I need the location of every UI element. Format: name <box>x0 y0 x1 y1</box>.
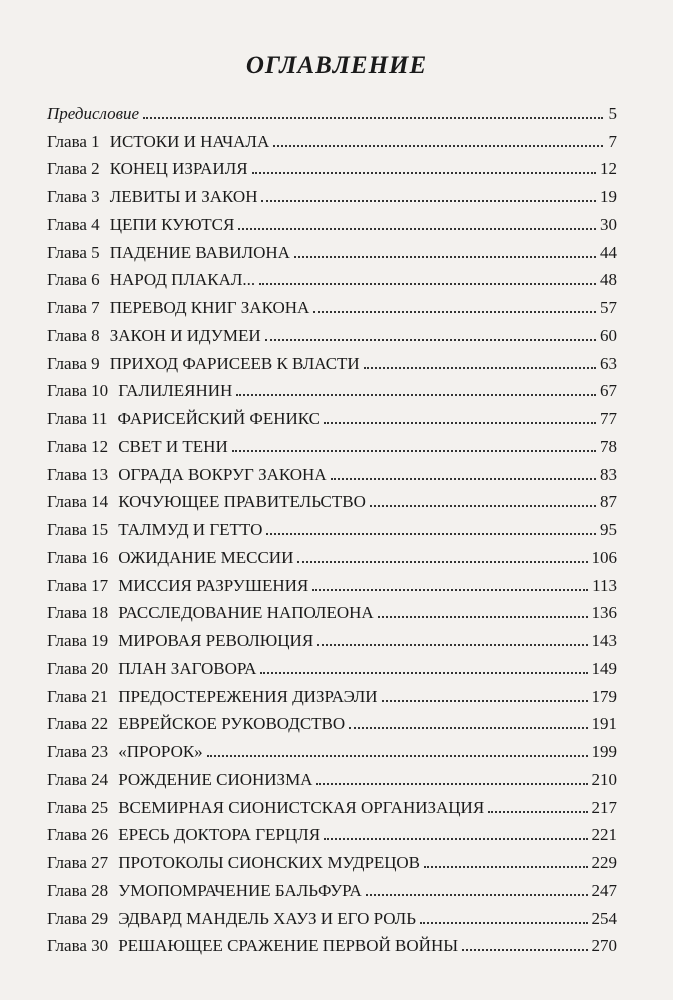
toc-entry[interactable] <box>47 790 617 818</box>
toc-entry[interactable] <box>47 346 617 374</box>
toc-entry[interactable] <box>47 512 617 540</box>
toc-entry-heading <box>47 492 366 512</box>
chapter-label: Глава 27 <box>47 853 109 872</box>
chapter-title: ЛЕВИТЫ И ЗАКОН <box>109 187 258 206</box>
dot-leader <box>252 172 596 174</box>
dot-leader <box>259 283 596 285</box>
dot-leader <box>261 200 596 202</box>
chapter-label: Глава 16 <box>47 547 109 567</box>
toc-entry-heading <box>47 548 293 568</box>
toc-entry-heading <box>47 215 234 235</box>
chapter-label: Глава 28 <box>47 880 109 900</box>
chapter-title: РЕШАЮЩЕЕ СРАЖЕНИЕ ПЕРВОЙ ВОЙНЫ <box>118 936 459 956</box>
chapter-title: ЗАКОН И ИДУМЕИ <box>109 325 261 345</box>
dot-leader <box>364 367 596 369</box>
toc-entry[interactable] <box>47 374 617 402</box>
toc-entry-heading <box>47 770 312 790</box>
toc-entry[interactable] <box>47 207 617 235</box>
chapter-label: Глава 26 <box>47 825 109 845</box>
dot-leader <box>232 450 596 452</box>
toc-entry[interactable] <box>47 873 617 901</box>
dot-leader <box>143 117 603 119</box>
dot-leader <box>324 838 587 840</box>
dot-leader <box>265 339 596 341</box>
chapter-title: НАРОД ПЛАКАЛ... <box>109 270 256 290</box>
toc-entry[interactable] <box>47 401 617 429</box>
dot-leader <box>366 894 588 896</box>
chapter-label: Глава 5 <box>47 242 100 262</box>
dot-leader <box>370 505 596 507</box>
toc-entry-heading <box>47 409 320 429</box>
toc-entry-heading <box>47 936 458 956</box>
toc-entry[interactable] <box>47 429 617 457</box>
chapter-title: МИРОВАЯ РЕВОЛЮЦИЯ <box>118 631 314 650</box>
toc-entry-heading <box>47 437 228 457</box>
toc-entry[interactable] <box>47 179 617 207</box>
toc-entry[interactable] <box>47 235 617 263</box>
toc-entry[interactable] <box>47 845 617 873</box>
chapter-label: Глава 14 <box>47 492 109 512</box>
chapter-label: Глава 21 <box>47 686 109 706</box>
chapter-title: РАССЛЕДОВАНИЕ НАПОЛЕОНА <box>118 603 374 623</box>
page-number: 254 <box>591 908 617 928</box>
dot-leader <box>236 394 596 396</box>
chapter-label: Глава 8 <box>47 325 100 345</box>
chapter-label: Глава 18 <box>47 603 109 623</box>
toc-entry-heading <box>47 187 257 207</box>
chapter-label: Глава 7 <box>47 298 100 317</box>
dot-leader <box>207 755 588 757</box>
chapter-label: Глава 12 <box>47 436 109 456</box>
page-number: 221 <box>591 825 617 845</box>
chapter-label: Глава 25 <box>47 797 109 817</box>
page-number: 247 <box>591 880 617 900</box>
chapter-title: ТАЛМУД И ГЕТТО <box>118 520 263 539</box>
dot-leader <box>238 228 596 230</box>
page-number: 19 <box>600 187 617 206</box>
chapter-title: КОЧУЮЩЕЕ ПРАВИТЕЛЬСТВО <box>118 492 366 512</box>
toc-entry[interactable] <box>47 596 617 624</box>
chapter-label: Глава 13 <box>47 464 109 484</box>
chapter-label: Глава 15 <box>47 520 109 539</box>
dot-leader <box>316 783 587 785</box>
table-of-contents <box>47 96 617 956</box>
toc-entry[interactable] <box>47 929 617 957</box>
chapter-title: ЕВРЕЙСКОЕ РУКОВОДСТВО <box>118 714 346 734</box>
page-number: 63 <box>600 353 617 373</box>
page-number: 113 <box>592 575 617 595</box>
toc-entry-heading <box>47 520 262 540</box>
chapter-label: Глава 20 <box>47 658 109 678</box>
chapter-title: «ПРОРОК» <box>118 742 203 761</box>
chapter-title: МИССИЯ РАЗРУШЕНИЯ <box>118 575 309 595</box>
chapter-title: ЦЕПИ КУЮТСЯ <box>109 214 235 234</box>
toc-entry-heading <box>47 798 484 818</box>
toc-entry[interactable] <box>47 623 617 651</box>
toc-entry-heading <box>47 465 327 485</box>
chapter-title: Предисловие <box>47 103 140 123</box>
dot-leader <box>297 561 587 563</box>
toc-entry[interactable] <box>47 290 617 318</box>
dot-leader <box>260 672 587 674</box>
toc-entry[interactable] <box>47 152 617 180</box>
dot-leader <box>349 727 587 729</box>
page-number: 210 <box>591 769 617 789</box>
page-number: 136 <box>591 603 617 623</box>
toc-entry-heading <box>47 298 309 318</box>
page-number: 7 <box>608 131 617 151</box>
page-number: 199 <box>591 742 617 761</box>
dot-leader <box>273 145 603 147</box>
toc-entry-heading <box>47 687 378 707</box>
toc-entry-heading <box>47 270 255 290</box>
chapter-label: Глава 1 <box>47 131 100 151</box>
page-number: 48 <box>600 270 617 290</box>
chapter-label: Глава 9 <box>47 353 100 373</box>
chapter-title: ИСТОКИ И НАЧАЛА <box>109 131 270 151</box>
page-number: 57 <box>600 298 617 317</box>
dot-leader <box>488 811 587 813</box>
page-number: 179 <box>591 686 617 706</box>
toc-entry-heading <box>47 825 320 845</box>
chapter-label: Глава 3 <box>47 187 100 206</box>
toc-entry[interactable] <box>47 818 617 846</box>
toc-entry-heading <box>47 603 374 623</box>
chapter-label: Глава 30 <box>47 936 109 956</box>
chapter-title: ВСЕМИРНАЯ СИОНИСТСКАЯ ОРГАНИЗАЦИЯ <box>118 797 485 817</box>
page-number: 217 <box>591 797 617 817</box>
chapter-label: Глава 29 <box>47 908 109 928</box>
page-number: 95 <box>600 520 617 539</box>
toc-entry[interactable] <box>47 651 617 679</box>
page-number: 83 <box>600 464 617 484</box>
toc-entry-heading <box>47 853 420 873</box>
dot-leader <box>462 949 587 951</box>
toc-entry[interactable] <box>47 485 617 513</box>
toc-entry[interactable] <box>47 901 617 929</box>
toc-entry[interactable] <box>47 457 617 485</box>
page-number: 149 <box>591 658 617 678</box>
page-number: 30 <box>600 214 617 234</box>
toc-entry[interactable] <box>47 318 617 346</box>
toc-entry-heading <box>47 132 269 152</box>
toc-entry-heading <box>47 243 290 263</box>
toc-entry-heading <box>47 742 203 762</box>
chapter-label: Глава 10 <box>47 381 109 401</box>
chapter-title: СВЕТ И ТЕНИ <box>118 436 228 456</box>
page-number: 143 <box>591 631 617 650</box>
chapter-title: ЭДВАРД МАНДЕЛЬ ХАУЗ И ЕГО РОЛЬ <box>118 908 416 928</box>
dot-leader <box>317 644 587 646</box>
chapter-title: ПЕРЕВОД КНИГ ЗАКОНА <box>109 298 310 317</box>
chapter-label: Глава 19 <box>47 631 109 650</box>
page-number: 77 <box>600 409 617 428</box>
chapter-label: Глава 24 <box>47 769 109 789</box>
page-number: 60 <box>600 325 617 345</box>
dot-leader <box>382 700 588 702</box>
page-number: 12 <box>600 159 617 179</box>
dot-leader <box>294 256 596 258</box>
toc-entry-heading <box>47 381 232 401</box>
chapter-title: ПЛАН ЗАГОВОРА <box>118 658 257 678</box>
toc-entry[interactable] <box>47 263 617 291</box>
dot-leader <box>378 616 588 618</box>
page-number: 106 <box>591 547 617 567</box>
page-number: 87 <box>600 492 617 512</box>
dot-leader <box>324 422 596 424</box>
page-number: 5 <box>608 103 617 123</box>
toc-entry-heading <box>47 104 139 124</box>
chapter-title: ОЖИДАНИЕ МЕССИИ <box>118 547 294 567</box>
chapter-label: Глава 23 <box>47 742 109 761</box>
page-title: ОГЛАВЛЕНИЕ <box>245 52 428 79</box>
toc-entry-heading <box>47 576 308 596</box>
toc-entry-heading <box>47 714 345 734</box>
toc-entry-preface[interactable] <box>47 96 617 124</box>
toc-entry[interactable] <box>47 734 617 762</box>
chapter-title: ПАДЕНИЕ ВАВИЛОНА <box>109 242 290 262</box>
chapter-title: КОНЕЦ ИЗРАИЛЯ <box>109 159 248 179</box>
dot-leader <box>313 311 596 313</box>
page-number: 67 <box>600 381 617 401</box>
toc-entry-heading <box>47 909 416 929</box>
chapter-title: ФАРИСЕЙСКИЙ ФЕНИКС <box>117 409 321 428</box>
toc-entry[interactable] <box>47 679 617 707</box>
toc-entry[interactable] <box>47 124 617 152</box>
toc-entry[interactable] <box>47 540 617 568</box>
chapter-label: Глава 22 <box>47 714 109 734</box>
dot-leader <box>420 922 588 924</box>
chapter-title: ЕРЕСЬ ДОКТОРА ГЕРЦЛЯ <box>118 825 321 845</box>
page-number: 229 <box>591 853 617 872</box>
toc-entry-heading <box>47 659 256 679</box>
dot-leader <box>331 478 596 480</box>
chapter-title: ОГРАДА ВОКРУГ ЗАКОНА <box>118 464 327 484</box>
chapter-label: Глава 2 <box>47 159 100 179</box>
toc-entry[interactable] <box>47 707 617 735</box>
chapter-title: ПРЕДОСТЕРЕЖЕНИЯ ДИЗРАЭЛИ <box>118 686 378 706</box>
toc-entry[interactable] <box>47 762 617 790</box>
toc-entry[interactable] <box>47 568 617 596</box>
chapter-label: Глава 4 <box>47 214 100 234</box>
dot-leader <box>312 589 588 591</box>
chapter-title: ГАЛИЛЕЯНИН <box>118 381 233 401</box>
chapter-label: Глава 6 <box>47 270 100 290</box>
chapter-label: Глава 11 <box>47 409 108 428</box>
toc-entry-heading <box>47 354 360 374</box>
dot-leader <box>266 533 596 535</box>
chapter-title: РОЖДЕНИЕ СИОНИЗМА <box>118 769 313 789</box>
page-number: 78 <box>600 436 617 456</box>
chapter-title: ПРОТОКОЛЫ СИОНСКИХ МУДРЕЦОВ <box>118 853 420 872</box>
dot-leader <box>424 866 588 868</box>
toc-entry-heading <box>47 326 261 346</box>
page-number: 191 <box>591 714 617 734</box>
chapter-label: Глава 17 <box>47 575 109 595</box>
toc-entry-heading <box>47 159 248 179</box>
page-number: 44 <box>600 242 617 262</box>
chapter-title: УМОПОМРАЧЕНИЕ БАЛЬФУРА <box>118 880 362 900</box>
chapter-title: ПРИХОД ФАРИСЕЕВ К ВЛАСТИ <box>109 353 360 373</box>
toc-entry-heading <box>47 881 362 901</box>
toc-entry-heading <box>47 631 313 651</box>
page-number: 270 <box>591 936 617 956</box>
